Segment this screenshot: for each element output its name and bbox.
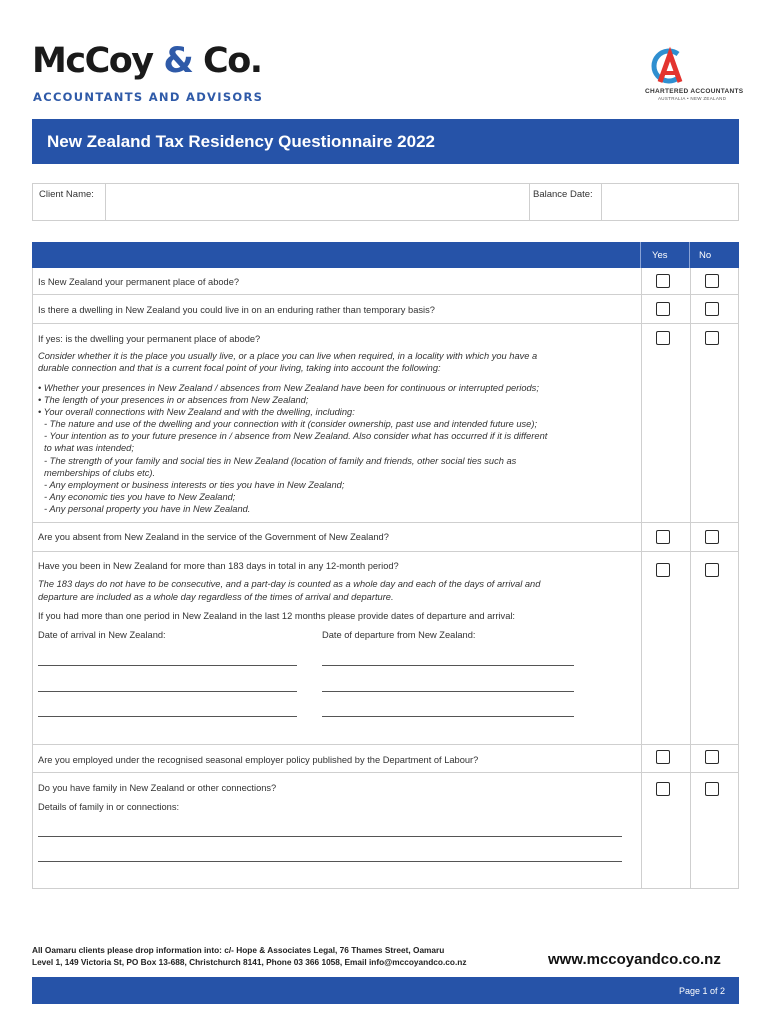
no-checkbox[interactable]: [705, 563, 719, 577]
question-multiple-periods: If you had more than one period in New Zealand in the last 12 months please provide dates of departure and arrival:: [38, 611, 516, 621]
client-name-label: Client Name:: [39, 189, 94, 200]
no-checkbox[interactable]: [705, 750, 719, 764]
family-details-field-2[interactable]: [38, 861, 622, 862]
footer-line-1: All Oamaru clients please drop information into: c/- Hope & Associates Legal, 76 Thames Street, Oamaru: [32, 945, 445, 955]
footer-address: [32, 945, 467, 968]
yes-checkbox[interactable]: [656, 782, 670, 796]
yes-checkbox[interactable]: [656, 530, 670, 544]
balance-date-field[interactable]: [603, 185, 737, 219]
table-header: [32, 242, 739, 268]
chartered-accountants-logo-icon: [648, 46, 688, 86]
question-family-connections: Do you have family in New Zealand or other connections?: [38, 783, 277, 793]
form-title: New Zealand Tax Residency Questionnaire 2022: [32, 119, 739, 164]
yes-checkbox[interactable]: [656, 563, 670, 577]
question-permanent-abode: Is New Zealand your permanent place of abode?: [38, 277, 240, 287]
ca-subtitle: AUSTRALIA • NEW ZEALAND: [658, 96, 727, 101]
logo-name-1: McCoy: [32, 41, 153, 81]
question-dwelling: Is there a dwelling in New Zealand you could live in on an enduring rather than temporary basis?: [38, 305, 435, 315]
no-checkbox[interactable]: [705, 782, 719, 796]
yes-checkbox[interactable]: [656, 331, 670, 345]
arrival-date-label: Date of arrival in New Zealand:: [38, 630, 166, 640]
no-column-header: No: [699, 250, 712, 261]
list-item: memberships of clubs etc).: [44, 468, 156, 478]
arrival-date-field-2[interactable]: [38, 691, 297, 692]
list-item: - Any employment or business interests or ties you have in New Zealand;: [44, 480, 345, 490]
logo-subtitle: ACCOUNTANTS AND ADVISORS: [33, 90, 264, 104]
family-details-field-1[interactable]: [38, 836, 622, 837]
list-item: • Whether your presences in New Zealand / absences from New Zealand have been for continuous or interrupted periods;: [38, 383, 539, 393]
company-logo: [32, 41, 262, 81]
question-dwelling-note-1: Consider whether it is the place you usually live, or a place you can live when required, in a locality with which you have a: [38, 351, 538, 361]
ca-title: CHARTERED ACCOUNTANTS: [645, 88, 744, 95]
yes-column-header: Yes: [652, 250, 668, 261]
balance-date-label: Balance Date:: [533, 189, 593, 200]
question-183-days: Have you been in New Zealand for more than 183 days in total in any 12-month period?: [38, 561, 399, 571]
client-name-field[interactable]: [107, 185, 527, 219]
question-seasonal-employer: Are you employed under the recognised seasonal employer policy published by the Department of Labour?: [38, 755, 479, 765]
no-checkbox[interactable]: [705, 302, 719, 316]
yes-checkbox[interactable]: [656, 274, 670, 288]
footer-website[interactable]: www.mccoyandco.co.nz: [548, 951, 721, 968]
yes-checkbox[interactable]: [656, 750, 670, 764]
page-number: Page 1 of 2: [678, 986, 725, 996]
list-item: - Any personal property you have in New Zealand.: [44, 504, 251, 514]
footer-line-2: Level 1, 149 Victoria St, PO Box 13-688, Christchurch 8141, Phone 03 366 1058, Email info@mccoyandco.co.nz: [32, 956, 467, 967]
no-checkbox[interactable]: [705, 274, 719, 288]
family-details-label: Details of family in or connections:: [38, 802, 180, 812]
yes-checkbox[interactable]: [656, 302, 670, 316]
list-item: - Your intention as to your future presence in / absence from New Zealand. Also consider what has occurred if it is different: [44, 431, 548, 441]
logo-ampersand: &: [163, 41, 193, 81]
departure-date-field-3[interactable]: [322, 716, 574, 717]
question-183-days-note-1: The 183 days do not have to be consecutive, and a part-day is counted as a whole day and each of the days of arrival and: [38, 579, 541, 589]
departure-date-field-1[interactable]: [322, 665, 574, 666]
arrival-date-field-1[interactable]: [38, 665, 297, 666]
departure-date-label: Date of departure from New Zealand:: [322, 630, 476, 640]
question-dwelling-permanent: If yes: is the dwelling your permanent place of abode?: [38, 334, 261, 344]
no-checkbox[interactable]: [705, 530, 719, 544]
no-checkbox[interactable]: [705, 331, 719, 345]
list-item: • The length of your presences in or absences from New Zealand;: [38, 395, 309, 405]
list-item: - The strength of your family and social ties in New Zealand (location of family and friends, other social ties such as: [44, 456, 517, 466]
footer-bar: [32, 977, 739, 1004]
list-item: • Your overall connections with New Zealand and with the dwelling, including:: [38, 407, 355, 417]
question-dwelling-note-2: durable connection and that is a current focal point of your living, taking into account the following:: [38, 363, 441, 373]
list-item: - The nature and use of the dwelling and your connection with it (consider ownership, past use and intended future use);: [44, 419, 538, 429]
list-item: - Any economic ties you have to New Zealand;: [44, 492, 236, 502]
arrival-date-field-3[interactable]: [38, 716, 297, 717]
list-item: to what was intended;: [44, 443, 134, 453]
logo-name-2: Co.: [203, 41, 262, 81]
question-183-days-note-2: departure are included as a whole day regardless of the times of arrival and departure.: [38, 592, 394, 602]
departure-date-field-2[interactable]: [322, 691, 574, 692]
question-government-service: Are you absent from New Zealand in the service of the Government of New Zealand?: [38, 532, 389, 542]
client-info-box: [32, 183, 739, 221]
